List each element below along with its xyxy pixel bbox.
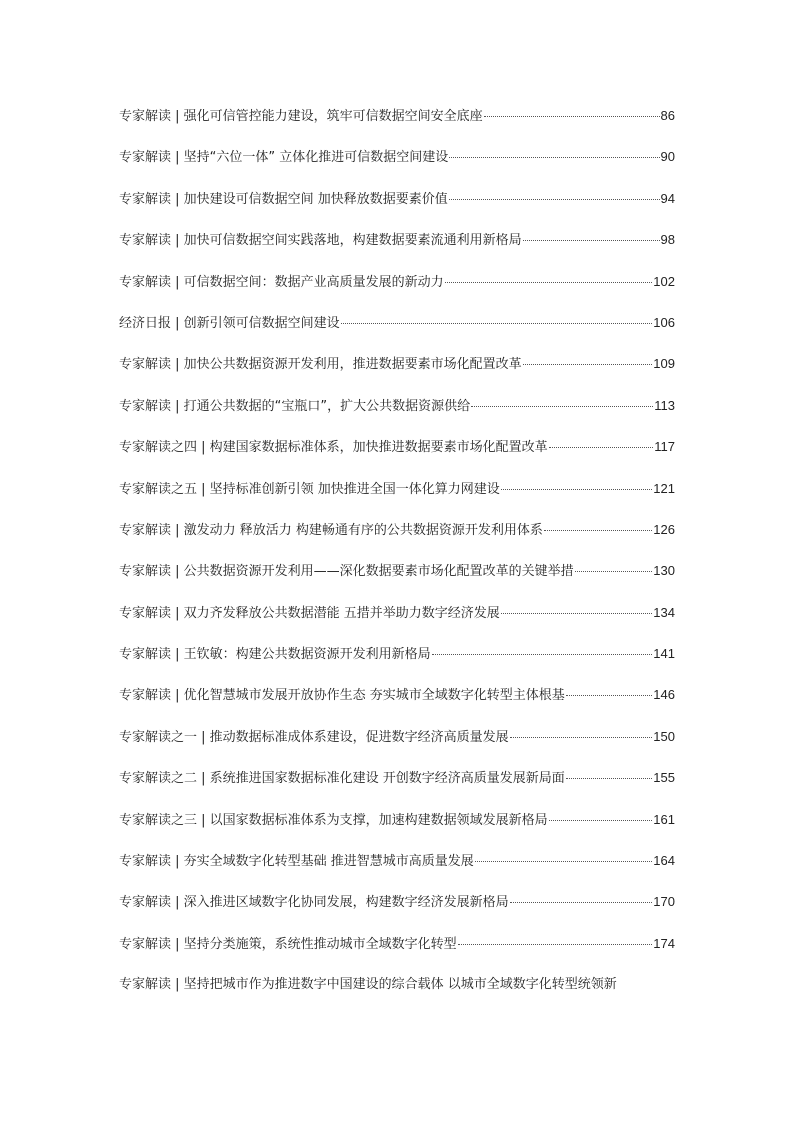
toc-entry-page: 126: [653, 521, 675, 537]
dot-leader: [544, 530, 652, 531]
toc-entry[interactable]: [119, 810, 675, 851]
dot-leader: [523, 364, 653, 365]
toc-entry-page: 174: [653, 935, 675, 951]
toc-entry-title: 专家解读 | 可信数据空间：数据产业高质量发展的新动力: [119, 274, 444, 290]
toc-entry[interactable]: [119, 561, 675, 602]
toc-entry[interactable]: [119, 106, 675, 147]
dot-leader: [484, 116, 660, 117]
toc-entry-page: 146: [653, 687, 675, 703]
toc-entry-page: 90: [660, 149, 675, 165]
dot-leader: [341, 323, 653, 324]
toc-entry[interactable]: [119, 603, 675, 644]
toc-entry-title: 专家解读 | 坚持分类施策，系统性推动城市全域数字化转型: [119, 936, 457, 952]
dot-leader: [432, 654, 653, 655]
toc-entry-page: 113: [654, 397, 675, 413]
toc-entry[interactable]: [119, 644, 675, 685]
toc-entry[interactable]: [119, 230, 675, 271]
toc-entry-title: 专家解读 | 加快建设可信数据空间 加快释放数据要素价值: [119, 191, 448, 207]
toc-entry[interactable]: [119, 851, 675, 892]
toc-entry-title: 专家解读之二 | 系统推进国家数据标准化建设 开创数字经济高质量发展新局面: [119, 771, 565, 787]
toc-entry-title: 专家解读之一 | 推动数据标准成体系建设，促进数字经济高质量发展: [119, 729, 509, 745]
toc-entry-page: 130: [653, 563, 675, 579]
toc-entry-title: 专家解读 | 深入推进区域数字化协同发展，构建数字经济发展新格局: [119, 895, 509, 911]
toc-entry[interactable]: [119, 313, 675, 354]
toc-entry[interactable]: [119, 354, 675, 395]
toc-entry[interactable]: [119, 975, 675, 1016]
toc-entry-page: 134: [653, 604, 675, 620]
toc-entry-page: 94: [660, 190, 675, 206]
toc-entry[interactable]: [119, 437, 675, 478]
dot-leader: [475, 861, 653, 862]
toc-entry-title: 专家解读 | 打通公共数据的“宝瓶口”，扩大公共数据资源供给: [119, 398, 471, 414]
dot-leader: [566, 695, 653, 696]
toc-entry-page: 170: [653, 894, 675, 910]
dot-leader: [501, 489, 653, 490]
toc-entry-page: 161: [653, 811, 675, 827]
toc-entry-title: 专家解读 | 坚持“六位一体” 立体化推进可信数据空间建设: [119, 150, 449, 166]
dot-leader: [566, 778, 653, 779]
toc-entry-title: 专家解读 | 公共数据资源开发利用——深化数据要素市场化配置改革的关键举措: [119, 564, 574, 580]
toc-entry-title: 专家解读 | 强化可信管控能力建设，筑牢可信数据空间安全底座: [119, 109, 483, 124]
toc-entry-page: 141: [653, 646, 675, 662]
toc-entry[interactable]: [119, 727, 675, 768]
dot-leader: [510, 737, 653, 738]
toc-entry-page: 121: [653, 480, 675, 496]
toc-entry[interactable]: [119, 768, 675, 809]
toc-entry[interactable]: [119, 272, 675, 313]
dot-leader: [549, 820, 653, 821]
toc-entry[interactable]: [119, 520, 675, 561]
toc-entry[interactable]: [119, 396, 675, 437]
toc-entry-title: 专家解读 | 坚持把城市作为推进数字中国建设的综合载体 以城市全域数字化转型统领新: [119, 977, 617, 993]
toc-entry-title: 经济日报 | 创新引领可信数据空间建设: [119, 315, 340, 331]
dot-leader: [471, 406, 653, 407]
toc-entry-title: 专家解读 | 激发动力 释放活力 构建畅通有序的公共数据资源开发利用体系: [119, 522, 543, 538]
toc-entry[interactable]: [119, 147, 675, 188]
toc-entry[interactable]: [119, 934, 675, 975]
dot-leader: [510, 902, 653, 903]
toc-entry-title: 专家解读 | 优化智慧城市发展开放协作生态 夯实城市全域数字化转型主体根基: [119, 688, 565, 704]
toc-entry-page: 106: [653, 314, 675, 330]
toc-entry[interactable]: [119, 189, 675, 230]
toc-entry-page: 164: [653, 853, 675, 869]
toc-entry[interactable]: [119, 892, 675, 933]
table-of-contents: [119, 106, 675, 1017]
dot-leader: [523, 240, 660, 241]
toc-entry-title: 专家解读 | 夯实全域数字化转型基础 推进智慧城市高质量发展: [119, 854, 474, 870]
toc-entry-page: 109: [653, 356, 675, 372]
toc-entry-page: 155: [653, 770, 675, 786]
toc-entry-page: 117: [654, 439, 675, 455]
dot-leader: [449, 199, 660, 200]
toc-entry-title: 专家解读之三 | 以国家数据标准体系为支撑，加速构建数据领域发展新格局: [119, 812, 548, 828]
toc-entry-title: 专家解读之四 | 构建国家数据标准体系，加快推进数据要素市场化配置改革: [119, 440, 548, 456]
dot-leader: [458, 944, 653, 945]
dot-leader: [501, 613, 653, 614]
toc-entry-page: 86: [660, 108, 675, 123]
dot-leader: [549, 447, 654, 448]
toc-entry-title: 专家解读 | 加快公共数据资源开发利用，推进数据要素市场化配置改革: [119, 357, 522, 373]
toc-entry[interactable]: [119, 685, 675, 726]
toc-entry-title: 专家解读之五 | 坚持标准创新引领 加快推进全国一体化算力网建设: [119, 481, 500, 497]
toc-entry-title: 专家解读 | 加快可信数据空间实践落地，构建数据要素流通利用新格局: [119, 233, 522, 249]
toc-entry-page: 102: [653, 273, 675, 289]
toc-entry-title: 专家解读 | 双力齐发释放公共数据潜能 五措并举助力数字经济发展: [119, 605, 500, 621]
toc-entry-page: 150: [653, 728, 675, 744]
toc-entry-title: 专家解读 | 王钦敏：构建公共数据资源开发利用新格局: [119, 647, 431, 663]
dot-leader: [575, 571, 653, 572]
dot-leader: [445, 282, 653, 283]
toc-entry-page: 98: [660, 232, 675, 248]
toc-entry[interactable]: [119, 479, 675, 520]
dot-leader: [449, 157, 659, 158]
